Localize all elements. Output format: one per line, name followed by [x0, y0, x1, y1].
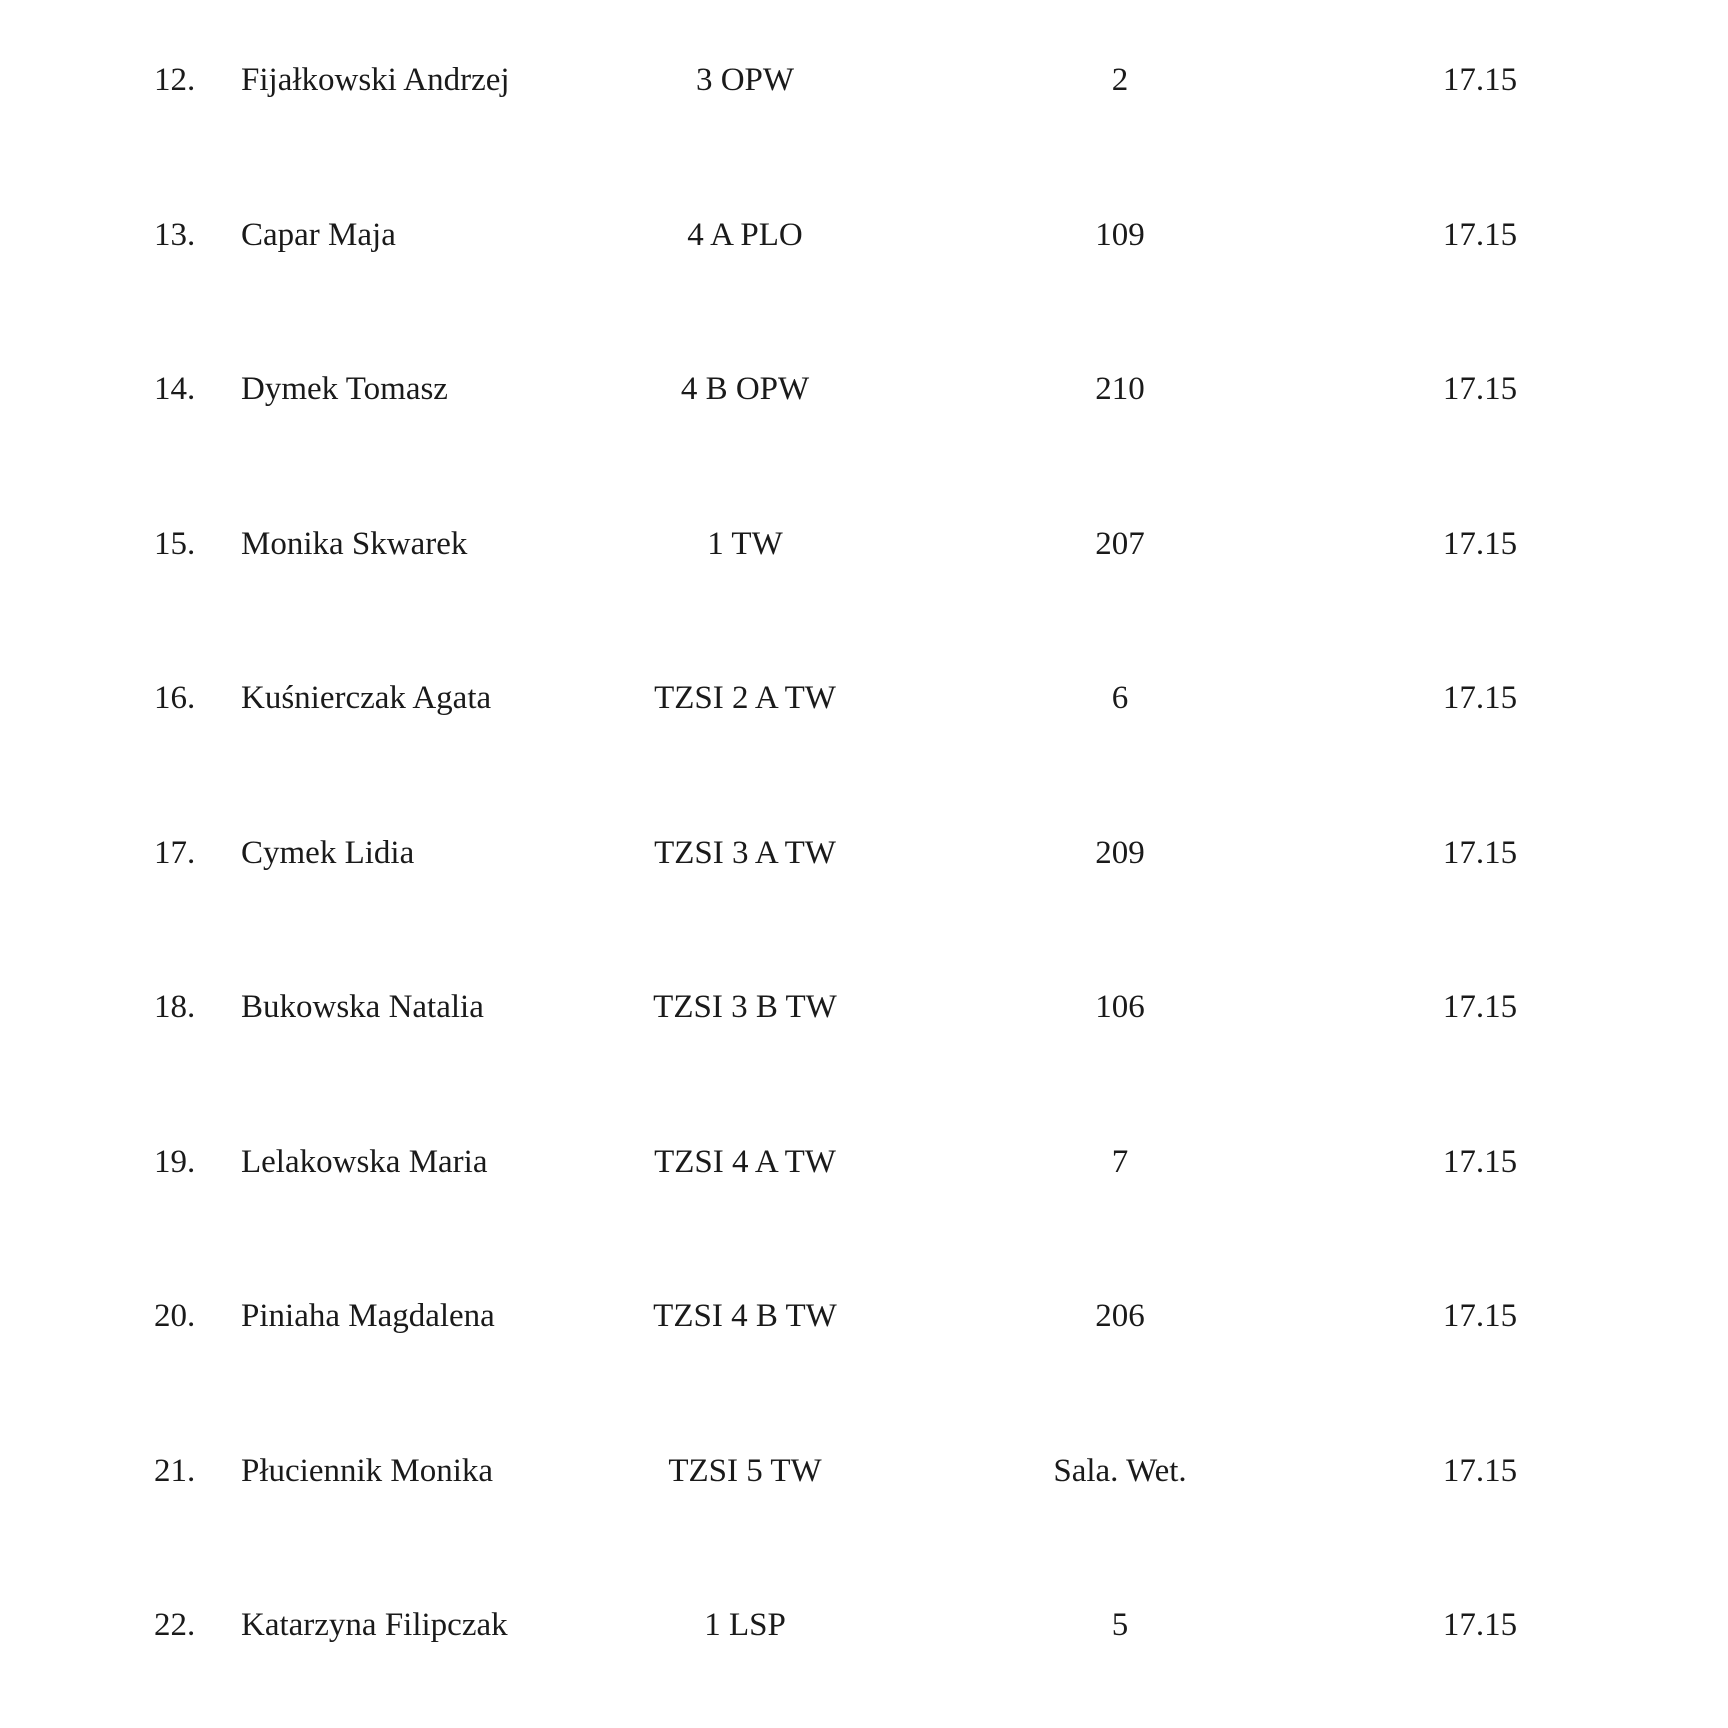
meeting-time: 17.15 [1442, 680, 1518, 716]
person-name: Dymek Tomasz [241, 371, 448, 407]
meeting-time: 17.15 [1442, 1607, 1518, 1643]
class-name: TZSI 4 B TW [653, 1298, 837, 1334]
row-number: 14. [154, 371, 196, 407]
class-name: TZSI 5 TW [668, 1452, 822, 1489]
row-number: 15. [154, 525, 196, 562]
table-row [0, 215, 1728, 255]
class-name: 4 A PLO [687, 216, 803, 253]
table-row [0, 369, 1728, 409]
table-row [0, 1605, 1728, 1645]
row-number: 19. [154, 1143, 196, 1180]
row-number: 22. [154, 1607, 196, 1643]
room-number: 106 [1095, 989, 1145, 1025]
table-row [0, 1142, 1728, 1182]
person-name: Płuciennik Monika [241, 1452, 494, 1489]
room-number: Sala. Wet. [1053, 1452, 1187, 1489]
room-number: 209 [1095, 834, 1145, 871]
class-name: TZSI 4 A TW [654, 1143, 836, 1180]
room-number: 210 [1095, 371, 1145, 407]
row-number: 18. [154, 989, 196, 1025]
person-name: Piniaha Magdalena [241, 1298, 495, 1334]
row-number: 16. [154, 680, 196, 716]
class-name: TZSI 3 B TW [653, 989, 837, 1025]
meeting-time: 17.15 [1442, 62, 1518, 98]
meeting-time: 17.15 [1442, 1298, 1518, 1334]
person-name: Monika Skwarek [241, 525, 468, 562]
class-name: 3 OPW [695, 62, 795, 98]
class-name: TZSI 3 A TW [654, 834, 836, 871]
room-number: 207 [1095, 525, 1145, 562]
row-number: 20. [154, 1298, 196, 1334]
room-number: 206 [1095, 1298, 1145, 1334]
row-number: 12. [154, 62, 196, 98]
table-row [0, 987, 1728, 1027]
meeting-time: 17.15 [1442, 989, 1518, 1025]
person-name: Fijałkowski Andrzej [241, 62, 510, 98]
row-number: 17. [154, 834, 196, 871]
class-name: 1 LSP [704, 1607, 786, 1643]
row-number: 13. [154, 216, 196, 253]
person-name: Cymek Lidia [241, 834, 415, 871]
meeting-time: 17.15 [1442, 1452, 1518, 1489]
meeting-time: 17.15 [1442, 371, 1518, 407]
person-name: Lelakowska Maria [241, 1143, 488, 1180]
person-name: Katarzyna Filipczak [241, 1607, 508, 1643]
meeting-time: 17.15 [1442, 525, 1518, 562]
table-row [0, 524, 1728, 564]
person-name: Capar Maja [241, 216, 396, 253]
meeting-time: 17.15 [1442, 216, 1518, 253]
room-number: 6 [1111, 680, 1129, 716]
person-name: Kuśnierczak Agata [241, 680, 492, 716]
table-row [0, 1451, 1728, 1491]
person-name: Bukowska Natalia [241, 989, 484, 1025]
class-name: TZSI 2 A TW [654, 680, 836, 716]
table-row [0, 1296, 1728, 1336]
table-row [0, 833, 1728, 873]
meeting-time: 17.15 [1442, 834, 1518, 871]
room-number: 5 [1111, 1607, 1129, 1643]
class-name: 1 TW [707, 525, 783, 562]
row-number: 21. [154, 1452, 196, 1489]
table-row [0, 60, 1728, 100]
table-row [0, 678, 1728, 718]
room-number: 7 [1111, 1143, 1129, 1180]
class-name: 4 B OPW [680, 371, 810, 407]
meeting-time: 17.15 [1442, 1143, 1518, 1180]
room-number: 2 [1111, 62, 1129, 98]
room-number: 109 [1095, 216, 1145, 253]
